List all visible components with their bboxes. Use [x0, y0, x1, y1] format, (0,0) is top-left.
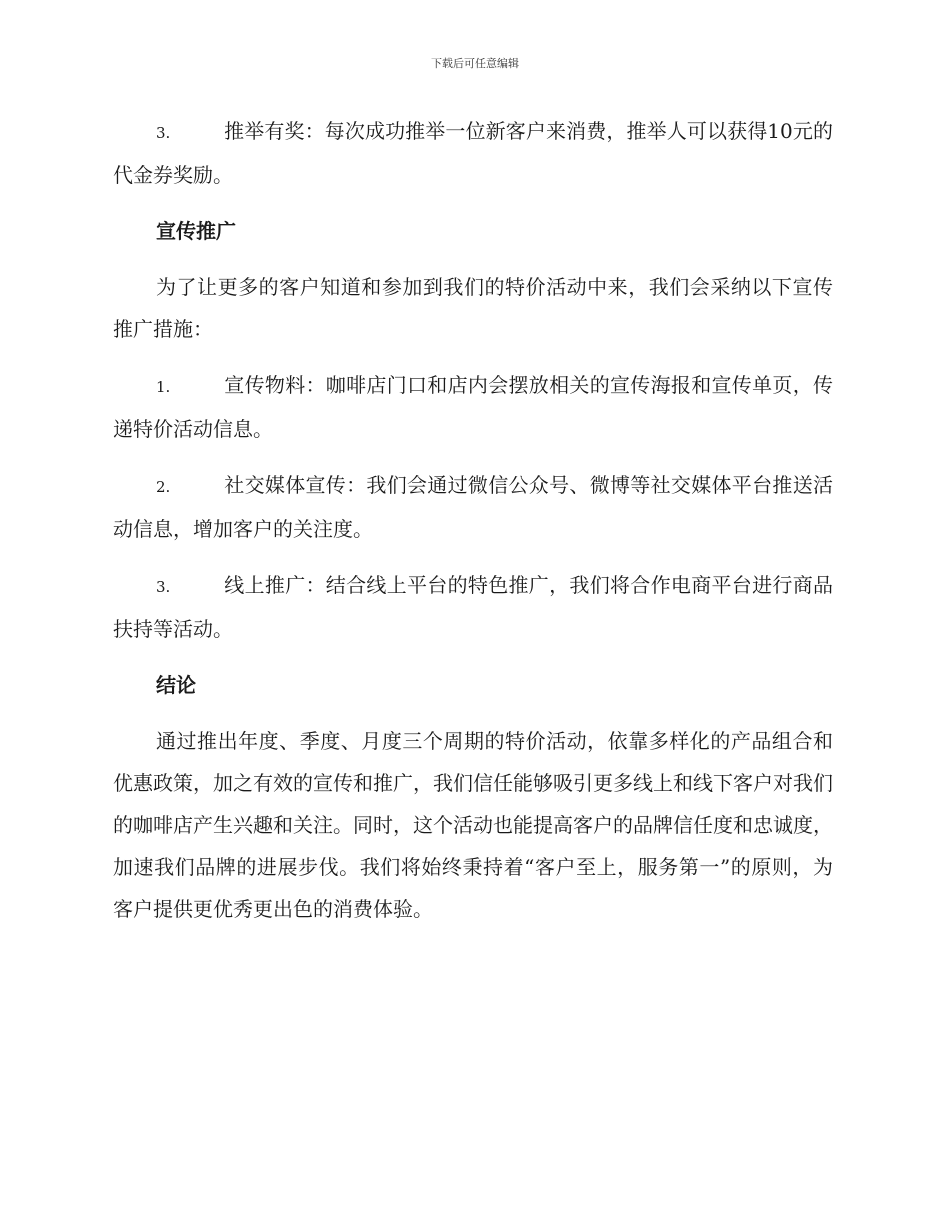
- paragraph-promotion-intro: 为了让更多的客户知道和参加到我们的特价活动中来，我们会采纳以下宣传推广措施：: [113, 275, 833, 341]
- list-text: 宣传物料：咖啡店门口和店内会摆放相关的宣传海报和宣传单页，传递特价活动信息。: [113, 373, 833, 441]
- section-heading-conclusion: 结论: [156, 673, 196, 697]
- list-text: 社交媒体宣传：我们会通过微信公众号、微博等社交媒体平台推送活动信息，增加客户的关注度。: [113, 473, 833, 541]
- list-number: 1.: [156, 378, 171, 396]
- list-item: [113, 364, 833, 450]
- list-item: [113, 564, 833, 650]
- page-header: 下载后可任意编辑: [431, 57, 519, 70]
- list-text: 推举有奖：每次成功推举一位新客户来消费，推举人可以获得10元的代金券奖励。: [113, 119, 833, 187]
- list-text: 线上推广：结合线上平台的特色推广，我们将合作电商平台进行商品扶持等活动。: [113, 573, 833, 641]
- list-item: [113, 464, 833, 550]
- list-number: 3.: [156, 124, 171, 142]
- section-heading-promotion: 宣传推广: [156, 219, 236, 243]
- paragraph-conclusion: 通过推出年度、季度、月度三个周期的特价活动，依靠多样化的产品组合和优惠政策，加之有效的宣传和推广，我们信任能够吸引更多线上和线下客户对我们的咖啡店产生兴趣和关注。同时，这个活动也能提高客户的品牌信任度和忠诚度，加速我们品牌的进展步伐。我们将始终秉持着“客户至上，服务第一”的原则，为客户提供更优秀更出色的消费体验。: [113, 729, 833, 921]
- document-body: [113, 110, 833, 944]
- list-number: 3.: [156, 578, 171, 596]
- list-item: [113, 110, 833, 196]
- list-number: 2.: [156, 478, 171, 496]
